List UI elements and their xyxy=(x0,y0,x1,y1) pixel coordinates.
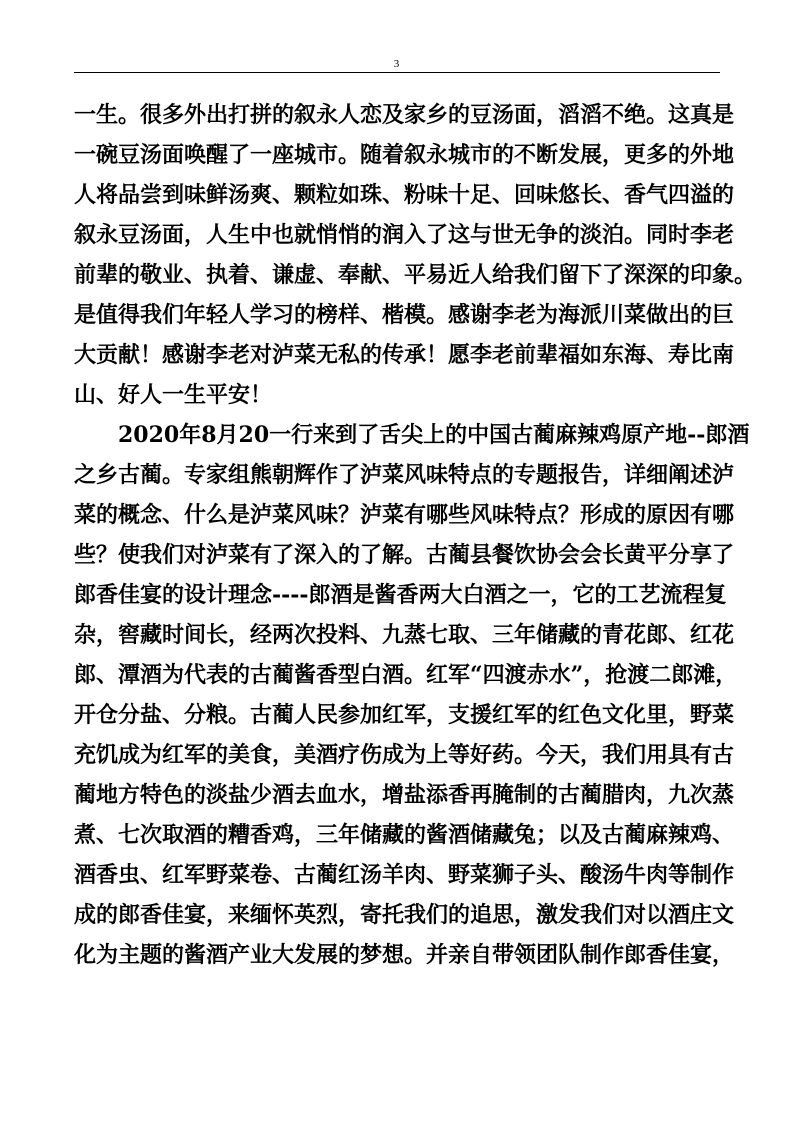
text-line: 前辈的敬业、执着、谦虚、奉献、平易近人给我们留下了深深的印象。 xyxy=(74,262,757,288)
text-line: 一生。很多外出打拼的叙永人恋及家乡的豆汤面，滔滔不绝。这真是 xyxy=(74,102,735,128)
text-line: 酒香虫、红军野菜卷、古蔺红汤羊肉、野菜狮子头、酸汤牛肉等制作 xyxy=(74,862,735,888)
text-line: 大贡献！感谢李老对泸菜无私的传承！愿李老前辈福如东海、寿比南 xyxy=(74,342,735,368)
text-line: 杂，窖藏时间长，经两次投料、九蒸七取、三年储藏的青花郎、红花 xyxy=(74,622,735,648)
text-line: 人将品尝到味鲜汤爽、颗粒如珠、粉味十足、回味悠长、香气四溢的 xyxy=(74,182,735,208)
page-number: 3 xyxy=(393,58,400,70)
document-body xyxy=(74,95,757,975)
text-line: 些？使我们对泸菜有了深入的了解。古蔺县餐饮协会会长黄平分享了 xyxy=(74,542,735,568)
text-line: 开仓分盐、分粮。古蔺人民参加红军，支援红军的红色文化里，野菜 xyxy=(74,702,735,728)
text-line: 充饥成为红军的美食，美酒疗伤成为上等好药。今天，我们用具有古 xyxy=(74,742,735,768)
text-line: 煮、七次取酒的糟香鸡，三年储藏的酱酒储藏兔；以及古蔺麻辣鸡、 xyxy=(74,822,735,848)
text-line: 一碗豆汤面唤醒了一座城市。随着叙永城市的不断发展，更多的外地 xyxy=(74,142,735,168)
text-line: 成的郎香佳宴，来缅怀英烈，寄托我们的追思，激发我们对以酒庄文 xyxy=(74,902,735,928)
text-line: 菜的概念、什么是泸菜风味？泸菜有哪些风味特点？形成的原因有哪 xyxy=(74,502,735,528)
paragraph-2 xyxy=(74,415,750,975)
text-line: 是值得我们年轻人学习的榜样、楷模。感谢李老为海派川菜做出的巨 xyxy=(74,302,735,328)
paragraph-1 xyxy=(74,95,757,415)
text-line: 山、好人一生平安！ xyxy=(74,382,273,408)
text-line: 蔺地方特色的淡盐少酒去血水，增盐添香再腌制的古蔺腊肉，九次蒸 xyxy=(74,782,735,808)
text-line: 叙永豆汤面，人生中也就悄悄的润入了这与世无争的淡泊。同时李老 xyxy=(74,222,735,248)
text-line: 2020年8月20一行来到了舌尖上的中国古蔺麻辣鸡原产地--郎酒 xyxy=(118,422,750,448)
text-line: 之乡古蔺。专家组熊朝辉作了泸菜风味特点的专题报告，详细阐述泸 xyxy=(74,462,735,488)
text-line: 化为主题的酱酒产业大发展的梦想。并亲自带领团队制作郎香佳宴， xyxy=(74,942,735,968)
header-divider xyxy=(74,72,720,73)
text-line: 郎香佳宴的设计理念----郎酒是酱香两大白酒之一，它的工艺流程复 xyxy=(74,582,727,608)
text-line: 郎、潭酒为代表的古蔺酱香型白酒。红军“四渡赤水”，抢渡二郎滩， xyxy=(74,662,738,688)
